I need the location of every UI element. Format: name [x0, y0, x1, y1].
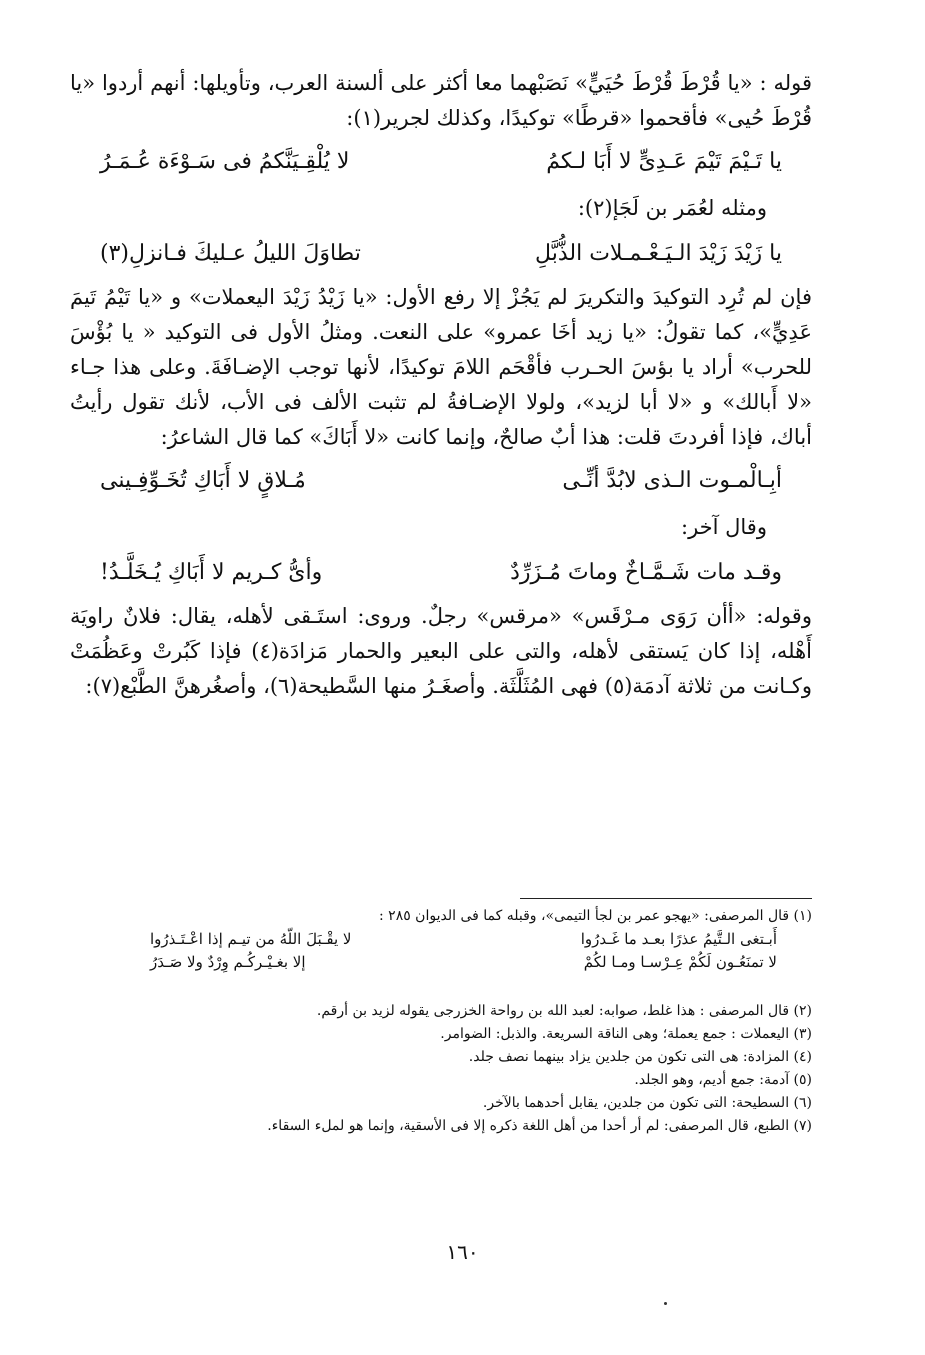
verse-4-intro: وقال آخر:	[681, 515, 767, 539]
footnote-3: (٣) اليعملات : جمع يعملة؛ وهى الناقة السريعة. والذبل: الضوامر.	[440, 1026, 812, 1042]
footnote-1-verse-1	[140, 928, 812, 951]
footnote-1-verse-1-second: لا يقْـبَلَ اللّهُ من تيـم إذا اعْـتَـذرُوا	[150, 930, 352, 948]
verse-2	[70, 228, 812, 280]
paragraph-1: قوله : «يا قُرْطَ قُرْطَ حُيَيٍّ» نَصَبْهما معا أكثر على ألسنة العرب، وتأويلها: أنهم أردوا «يا قُرْطَ حُيى» فأقحموا «قرطًا» توكيدًا، وكذلك لجرير(١):	[70, 71, 812, 130]
page-number: ١٦٠	[446, 1240, 479, 1264]
verse-2-first-hemistich: يا زَيْدَ زَيْدَ الـيَـعْـمـلات الذُّبَّلِ	[535, 241, 782, 266]
footnote-1-verse-1-first: أَبـتغى الـتَّيمُ عذرًا بعـد ما غَـدرُوا	[580, 930, 777, 948]
footnotes	[140, 905, 812, 1138]
footnote-divider	[520, 898, 812, 899]
footnote-1: (١) قال المرصفى: «يهجو عمر بن لجأ التيمى»، وقبله كما فى الديوان ٢٨٥ :	[379, 908, 812, 924]
verse-1-first-hemistich: يا تَـيْمَ تَيْمَ عَـدِىٍّ لا أَبَا لـكمُ	[546, 149, 782, 174]
footnote-5: (٥) آدمة: جمع أديم، وهو الجلد.	[634, 1072, 812, 1088]
verse-3-first-hemistich: أبِـالْمـوت الـذى لابُدَّ أنِّـى	[562, 468, 782, 493]
scan-speck	[664, 1302, 667, 1305]
verse-1	[70, 136, 812, 188]
footnote-4: (٤) المزادة: هى التى تكون من جلدين يزاد بينهما نصف جلد.	[468, 1049, 812, 1065]
footnote-1-verse-2-second: إلا بغـيْـركُـم وِرْدٌ ولا صَـدَرُ	[150, 953, 306, 971]
verse-3	[70, 455, 812, 507]
paragraph-2: فإن لم تُرِد التوكيدَ والتكريرَ لم يَجُزْ إلا رفع الأول: «يا زَيْدُ زَيْدَ اليعملات» و «يا تَيْمُ تَيمَ عَدِيٍّ»، كما تقولُ: «يا زيد أخَا عمرو» على النعت. ومثلُ الأول فى التوكيد « يا بُؤْسَ للحرب» أراد يا بؤسَ الحـرب فأقْحَم اللامَ توكيدًا، لأنها توجب الإضـافَةَ. وعلى هذا جـاء «لا أَبالك» و «لا أبا لزيد»، ولولا الإضـافةُ لم تثبت الألف فى الأب، لأنك تقول رأيتُ أباك، فإذا أفردتَ قلت: هذا أبٌ صالحٌ، وإنما كانت «لا أَبَاكَ» كما قال الشاعرُ:	[70, 285, 812, 449]
verse-4	[70, 547, 812, 599]
verse-4-first-hemistich: وقـد مات شَـمَّـاخٌ وماتَ مُـزَرِّدٌ	[510, 560, 782, 585]
footnote-spacer	[140, 974, 812, 1000]
verse-4-second-hemistich: وأىُّ كـريم لا أَبَاكِ يُـخَلَّـدُ!	[100, 560, 323, 585]
footnote-7: (٧) الطبع، قال المرصفى: لم أر أحدا من أهل اللغة ذكره إلا فى الأسقية، وإنما هو لملء السقاء.	[267, 1118, 812, 1134]
footnote-2: (٢) قال المرصفى : هذا غلط، صوابه: لعبد الله بن رواحة الخزرجى يقوله لزيد بن أرقم.	[316, 1003, 812, 1019]
footnote-1-verse-2-first: لا تمنَعُـون لَكُمْ عِـرْسـا ومـا لكُمْ	[583, 953, 777, 971]
verse-2-intro: ومثله لعُمَر بن لَجَإ(٢):	[577, 196, 767, 220]
verse-1-second-hemistich: لا يُلْقِـيَنَّكمُ فى سَـوْءَة عُـمَـرُ	[100, 149, 350, 174]
footnote-1-verse-2	[140, 951, 812, 974]
main-text	[70, 66, 812, 704]
footnote-6: (٦) السطيحة: التى تكون من جلدين، يقابل أحدهما بالآخر.	[482, 1095, 812, 1111]
verse-3-second-hemistich: مُـلاقٍ لا أَبَاكِ تُخَـوِّفِـينى	[100, 468, 306, 493]
verse-2-second-hemistich: تطاوَلَ الليلُ عـليكَ فـانزلِ(٣)	[100, 241, 361, 266]
paragraph-3: وقوله: «أأن رَوَى مـرْقَس» «مرقس» رجلٌ. وروى: استَـقى لأهله، يقال: فلانٌ راويَة أَهْله، إذا كان يَستقى لأهله، والتى على البعير والحمار مَزادَة(٤) فإذا كَبُرتْ وعَظُمَتْ وكـانت من ثلاثة آدمَة(٥) فهى المُثَلَّثَة. وأصغَـرُ منها السَّطيحة(٦)، وأصغُرهنَّ الطَّبْع(٧):	[70, 604, 812, 698]
